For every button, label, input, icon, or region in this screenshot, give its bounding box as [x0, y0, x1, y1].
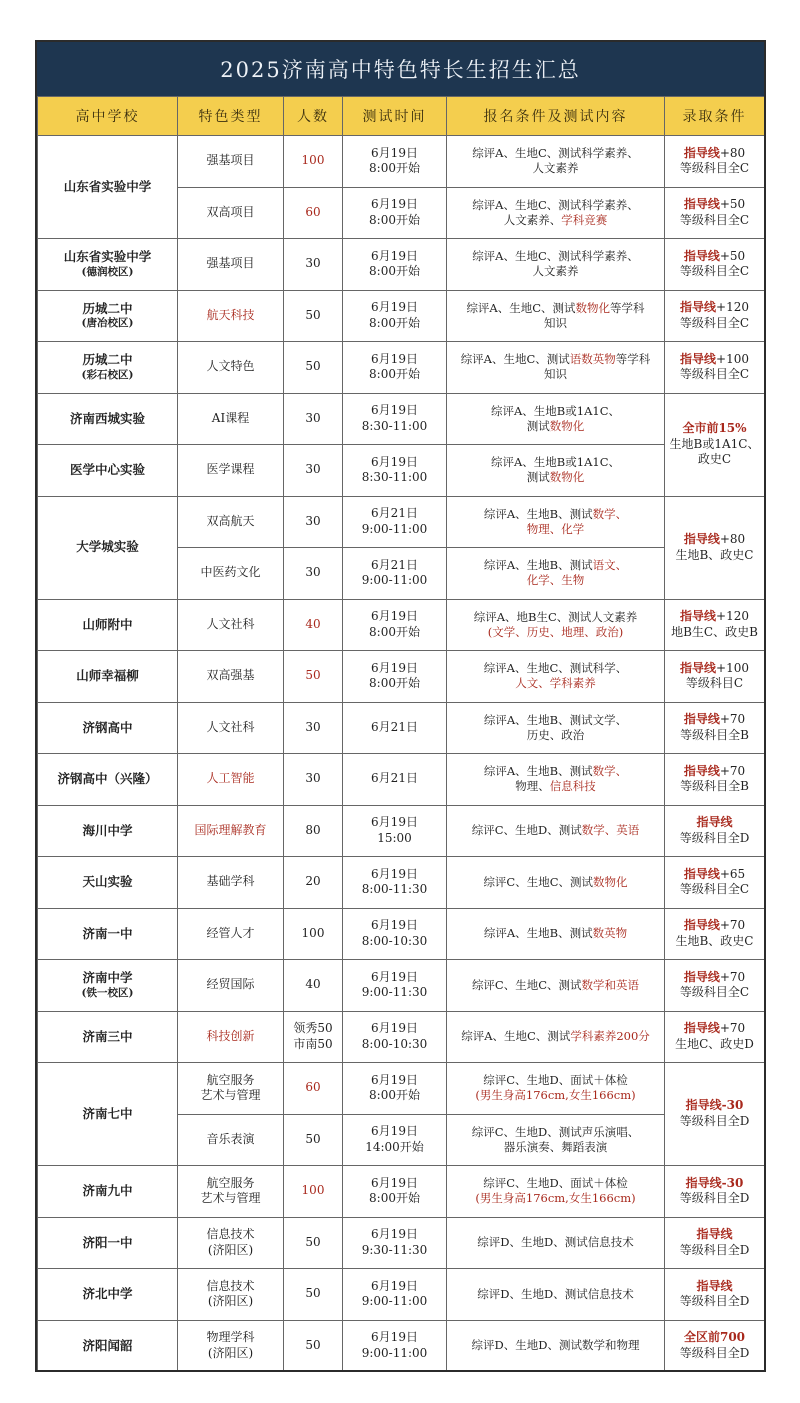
school-name: 济阳闻韶 — [82, 1337, 133, 1353]
enrollment-count: 50 — [284, 342, 343, 394]
col-header-type: 特色类型 — [178, 97, 284, 136]
test-time: 6月19日 8:00-10:30 — [343, 1011, 447, 1063]
enrollment-count: 50 — [284, 290, 343, 342]
grade-requirement: 等级科目全C — [679, 315, 750, 330]
guideline-label: 指导线 — [680, 609, 717, 624]
enrollment-count: 30 — [284, 496, 343, 548]
school-name-cell — [38, 1011, 178, 1063]
grade-requirement: 等级科目全C — [679, 161, 750, 176]
guideline-bonus: +50 — [719, 248, 746, 263]
enrollment-count: 50 — [284, 1114, 343, 1166]
requirements: 综评A、生地C、测试学科素养200分 — [447, 1011, 665, 1063]
table-row — [38, 1011, 765, 1063]
guideline-bonus: +70 — [719, 1021, 746, 1036]
requirements: 综评A、生地B、测试数学、 物理、信息科技 — [447, 754, 665, 806]
guideline-bonus: +80 — [719, 145, 746, 160]
requirements: 综评A、生地C、测试科学、 人文、学科素养 — [447, 651, 665, 703]
table-row — [38, 239, 765, 291]
guideline-label: 指导线 — [696, 1227, 733, 1242]
grade-requirement: 生地B或1A1C、 政史C — [669, 436, 760, 467]
school-name-cell — [38, 754, 178, 806]
test-time: 6月19日 8:00开始 — [343, 187, 447, 239]
program-type: 人工智能 — [178, 754, 284, 806]
requirements: 综评C、生地D、面试＋体检 (男生身高176cm,女生166cm) — [447, 1166, 665, 1218]
requirements: 综评A、地B生C、测试人文素养 (文学、历史、地理、政治) — [447, 599, 665, 651]
enrollment-count: 30 — [284, 393, 343, 445]
school-name-cell — [38, 857, 178, 909]
guideline-label: 指导线 — [683, 145, 720, 160]
school-name: 历城二中 — [82, 300, 133, 316]
table-row — [38, 445, 765, 497]
admission-criteria — [665, 239, 765, 291]
requirements: 综评A、生地B、测试语文、 化学、生物 — [447, 548, 665, 600]
school-name-cell — [38, 1269, 178, 1321]
requirements: 综评A、生地C、测试科学素养、 人文素养 — [447, 136, 665, 188]
test-time: 6月19日 8:00开始 — [343, 1166, 447, 1218]
requirements: 综评A、生地C、测试科学素养、 人文素养、学科竞赛 — [447, 187, 665, 239]
enrollment-count: 领秀50 市南50 — [284, 1011, 343, 1063]
grade-requirement: 等级科目C — [685, 676, 744, 691]
admission-criteria — [665, 342, 765, 394]
enrollment-count: 20 — [284, 857, 343, 909]
guideline-label: 指导线 — [680, 660, 717, 675]
test-time: 6月19日 8:00开始 — [343, 342, 447, 394]
summary-sheet — [35, 40, 766, 1372]
program-type: 双高项目 — [178, 187, 284, 239]
grade-requirement: 等级科目全D — [679, 1345, 750, 1360]
program-type: 航空服务 艺术与管理 — [178, 1166, 284, 1218]
school-name-cell — [38, 1063, 178, 1166]
school-name: 济南西城实验 — [69, 410, 145, 426]
guideline-bonus: +100 — [716, 660, 749, 675]
guideline-label: 指导线 — [683, 969, 720, 984]
admission-criteria — [665, 960, 765, 1012]
school-name: 历城二中 — [82, 352, 133, 368]
enrollment-count: 40 — [284, 960, 343, 1012]
school-name-cell — [38, 136, 178, 239]
col-header-time: 测试时间 — [343, 97, 447, 136]
requirements: 综评A、生地B、测试文学、 历史、政治 — [447, 702, 665, 754]
program-type: 双高强基 — [178, 651, 284, 703]
school-name: 济南中学 — [82, 970, 133, 986]
test-time: 6月19日 8:30-11:00 — [343, 393, 447, 445]
enrollment-count: 100 — [284, 1166, 343, 1218]
grade-requirement: 等级科目全C — [679, 367, 750, 382]
table-row — [38, 290, 765, 342]
school-name-cell — [38, 496, 178, 599]
test-time: 6月19日 9:00-11:00 — [343, 1320, 447, 1372]
table-row — [38, 805, 765, 857]
school-name-cell — [38, 651, 178, 703]
requirements: 综评A、生地B或1A1C、 测试数物化 — [447, 445, 665, 497]
table-row — [38, 908, 765, 960]
guideline-label: 指导线 — [696, 815, 733, 830]
grade-requirement: 生地B、政史C — [675, 547, 754, 562]
col-header-admission: 录取条件 — [665, 97, 765, 136]
grade-requirement: 等级科目全D — [679, 830, 750, 845]
requirements: 综评A、生地B、测试数学、 物理、化学 — [447, 496, 665, 548]
requirements: 综评C、生地D、测试声乐演唱、 器乐演奏、舞蹈表演 — [447, 1114, 665, 1166]
program-type: 航空服务 艺术与管理 — [178, 1063, 284, 1115]
admission-criteria — [665, 1217, 765, 1269]
enrollment-count: 30 — [284, 239, 343, 291]
school-name: 济钢高中（兴隆） — [57, 771, 158, 787]
requirements: 综评D、生地D、测试信息技术 — [447, 1217, 665, 1269]
program-type: 信息技术 (济阳区) — [178, 1217, 284, 1269]
school-name: 大学城实验 — [76, 539, 139, 555]
grade-requirement: 等级科目全D — [679, 1191, 750, 1206]
grade-requirement: 等级科目全B — [680, 727, 749, 742]
requirements: 综评C、生地D、面试＋体检 (男生身高176cm,女生166cm) — [447, 1063, 665, 1115]
requirements: 综评A、生地C、测试科学素养、 人文素养 — [447, 239, 665, 291]
admission-criteria — [665, 1011, 765, 1063]
test-time: 6月21日 — [343, 754, 447, 806]
admission-criteria — [665, 136, 765, 188]
school-name-cell — [38, 445, 178, 497]
grade-requirement: 生地B、政史C — [675, 933, 754, 948]
enrollment-count: 30 — [284, 702, 343, 754]
admission-criteria — [665, 496, 765, 599]
school-campus: (德润校区) — [81, 265, 134, 278]
test-time: 6月19日 9:00-11:00 — [343, 1269, 447, 1321]
guideline-label: 指导线 — [683, 248, 720, 263]
grade-requirement: 等级科目全C — [679, 985, 750, 1000]
admission-criteria — [665, 599, 765, 651]
col-header-count: 人数 — [284, 97, 343, 136]
school-name-cell — [38, 239, 178, 291]
school-name: 济南三中 — [82, 1028, 133, 1044]
grade-requirement: 地B生C、政史B — [671, 624, 758, 639]
school-name: 济北中学 — [82, 1286, 133, 1302]
test-time: 6月21日 — [343, 702, 447, 754]
school-name-cell — [38, 1166, 178, 1218]
admission-table — [37, 96, 765, 1372]
program-type: AI课程 — [178, 393, 284, 445]
guideline-bonus: +70 — [719, 969, 746, 984]
table-row — [38, 651, 765, 703]
program-type: 物理学科 (济阳区) — [178, 1320, 284, 1372]
guideline-bonus: +50 — [719, 197, 746, 212]
table-row — [38, 496, 765, 548]
admission-criteria — [665, 908, 765, 960]
enrollment-count: 50 — [284, 651, 343, 703]
guideline-label: 指导线 — [680, 351, 717, 366]
enrollment-count: 40 — [284, 599, 343, 651]
school-name: 济南七中 — [82, 1105, 133, 1121]
school-name-cell — [38, 908, 178, 960]
guideline-label: 指导线 — [680, 300, 717, 315]
admission-criteria — [665, 1269, 765, 1321]
guideline-bonus: +65 — [719, 866, 746, 881]
guideline-label: 指导线 — [683, 763, 720, 778]
admission-criteria — [665, 1166, 765, 1218]
table-row — [38, 1166, 765, 1218]
grade-requirement: 等级科目全C — [679, 882, 750, 897]
program-type: 人文社科 — [178, 702, 284, 754]
grade-requirement: 等级科目全D — [679, 1294, 750, 1309]
test-time: 6月21日 9:00-11:00 — [343, 548, 447, 600]
school-name: 济南一中 — [82, 925, 133, 941]
school-name: 山师附中 — [82, 616, 133, 632]
school-name-cell — [38, 599, 178, 651]
guideline-label: 指导线 — [696, 1278, 733, 1293]
admission-criteria — [665, 1063, 765, 1166]
test-time: 6月19日 8:00开始 — [343, 239, 447, 291]
guideline-bonus: +120 — [716, 300, 749, 315]
guideline-bonus: +120 — [716, 609, 749, 624]
school-campus: (唐冶校区) — [81, 317, 134, 330]
school-name-cell — [38, 393, 178, 445]
school-name: 济南九中 — [82, 1183, 133, 1199]
grade-requirement: 生地C、政史D — [675, 1036, 754, 1051]
test-time: 6月19日 8:00开始 — [343, 290, 447, 342]
program-type: 经管人才 — [178, 908, 284, 960]
program-type: 经贸国际 — [178, 960, 284, 1012]
school-name-cell — [38, 1320, 178, 1372]
admission-criteria — [665, 651, 765, 703]
school-name-cell — [38, 290, 178, 342]
enrollment-count: 60 — [284, 1063, 343, 1115]
program-type: 基础学科 — [178, 857, 284, 909]
requirements: 综评A、生地B、测试数英物 — [447, 908, 665, 960]
admission-criteria — [665, 290, 765, 342]
test-time: 6月19日 8:30-11:00 — [343, 445, 447, 497]
table-row — [38, 960, 765, 1012]
school-name: 济钢高中 — [82, 719, 133, 735]
enrollment-count: 30 — [284, 548, 343, 600]
test-time: 6月21日 9:00-11:00 — [343, 496, 447, 548]
guideline-label: 指导线 — [683, 1021, 720, 1036]
school-name-cell — [38, 1217, 178, 1269]
guideline-label: 指导线-30 — [685, 1175, 744, 1190]
guideline-label: 指导线 — [683, 712, 720, 727]
school-name: 天山实验 — [82, 874, 133, 890]
test-time: 6月19日 15:00 — [343, 805, 447, 857]
school-campus: (铁一校区) — [81, 986, 134, 999]
page-title: 2025济南高中特色特长生招生汇总 — [37, 42, 764, 96]
guideline-bonus: +80 — [719, 531, 746, 546]
requirements: 综评C、生地C、测试数学和英语 — [447, 960, 665, 1012]
enrollment-count: 100 — [284, 908, 343, 960]
admission-criteria — [665, 1320, 765, 1372]
guideline-bonus: +70 — [719, 712, 746, 727]
guideline-label: 指导线 — [683, 918, 720, 933]
guideline-label: 全市前15% — [682, 421, 747, 436]
enrollment-count: 50 — [284, 1217, 343, 1269]
school-name-cell — [38, 805, 178, 857]
school-name: 医学中心实验 — [69, 462, 145, 478]
test-time: 6月19日 8:00开始 — [343, 599, 447, 651]
requirements: 综评C、生地C、测试数物化 — [447, 857, 665, 909]
table-row — [38, 342, 765, 394]
guideline-bonus: +100 — [716, 351, 749, 366]
school-name: 济阳一中 — [82, 1234, 133, 1250]
school-name-cell — [38, 960, 178, 1012]
test-time: 6月19日 14:00开始 — [343, 1114, 447, 1166]
school-name: 山东省实验中学 — [63, 249, 152, 265]
enrollment-count: 50 — [284, 1269, 343, 1321]
guideline-label: 全区前700 — [683, 1330, 746, 1345]
col-header-requirements: 报名条件及测试内容 — [447, 97, 665, 136]
table-row — [38, 599, 765, 651]
guideline-bonus: +70 — [719, 918, 746, 933]
guideline-label: 指导线 — [683, 197, 720, 212]
school-name-cell — [38, 702, 178, 754]
grade-requirement: 等级科目全D — [679, 1242, 750, 1257]
table-row — [38, 1063, 765, 1115]
school-name-cell — [38, 342, 178, 394]
enrollment-count: 30 — [284, 445, 343, 497]
program-type: 国际理解教育 — [178, 805, 284, 857]
admission-criteria — [665, 805, 765, 857]
guideline-label: 指导线 — [683, 866, 720, 881]
program-type: 科技创新 — [178, 1011, 284, 1063]
enrollment-count: 100 — [284, 136, 343, 188]
school-name: 海川中学 — [82, 822, 133, 838]
requirements: 综评A、生地C、测试数物化等学科 知识 — [447, 290, 665, 342]
school-campus: (彩石校区) — [81, 368, 134, 381]
test-time: 6月19日 9:00-11:30 — [343, 960, 447, 1012]
admission-criteria — [665, 393, 765, 496]
table-row — [38, 1217, 765, 1269]
test-time: 6月19日 8:00开始 — [343, 1063, 447, 1115]
grade-requirement: 等级科目全C — [679, 212, 750, 227]
requirements: 综评D、生地D、测试数学和物理 — [447, 1320, 665, 1372]
table-row — [38, 136, 765, 188]
school-name: 山东省实验中学 — [63, 178, 152, 194]
guideline-bonus: +70 — [719, 763, 746, 778]
admission-criteria — [665, 187, 765, 239]
enrollment-count: 30 — [284, 754, 343, 806]
school-name: 山师幸福柳 — [76, 668, 139, 684]
requirements: 综评C、生地D、测试数学、英语 — [447, 805, 665, 857]
program-type: 人文社科 — [178, 599, 284, 651]
program-type: 信息技术 (济阳区) — [178, 1269, 284, 1321]
guideline-label: 指导线 — [683, 531, 720, 546]
table-row — [38, 857, 765, 909]
program-type: 中医药文化 — [178, 548, 284, 600]
requirements: 综评D、生地D、测试信息技术 — [447, 1269, 665, 1321]
table-body — [38, 136, 765, 1372]
grade-requirement: 等级科目全C — [679, 264, 750, 279]
guideline-label: 指导线-30 — [685, 1098, 744, 1113]
table-row — [38, 1269, 765, 1321]
program-type: 医学课程 — [178, 445, 284, 497]
admission-criteria — [665, 702, 765, 754]
program-type: 音乐表演 — [178, 1114, 284, 1166]
program-type: 强基项目 — [178, 239, 284, 291]
program-type: 航天科技 — [178, 290, 284, 342]
grade-requirement: 等级科目全B — [680, 779, 749, 794]
test-time: 6月19日 8:00-11:30 — [343, 857, 447, 909]
table-row — [38, 393, 765, 445]
table-row — [38, 754, 765, 806]
requirements: 综评A、生地C、测试语数英物等学科 知识 — [447, 342, 665, 394]
admission-criteria — [665, 754, 765, 806]
test-time: 6月19日 8:00开始 — [343, 136, 447, 188]
test-time: 6月19日 8:00开始 — [343, 651, 447, 703]
table-row — [38, 1320, 765, 1372]
grade-requirement: 等级科目全D — [679, 1114, 750, 1128]
col-header-school: 高中学校 — [38, 97, 178, 136]
program-type: 双高航天 — [178, 496, 284, 548]
program-type: 人文特色 — [178, 342, 284, 394]
test-time: 6月19日 9:30-11:30 — [343, 1217, 447, 1269]
enrollment-count: 80 — [284, 805, 343, 857]
table-row — [38, 702, 765, 754]
test-time: 6月19日 8:00-10:30 — [343, 908, 447, 960]
enrollment-count: 50 — [284, 1320, 343, 1372]
enrollment-count: 60 — [284, 187, 343, 239]
admission-criteria — [665, 857, 765, 909]
table-header-row — [38, 97, 765, 136]
program-type: 强基项目 — [178, 136, 284, 188]
requirements: 综评A、生地B或1A1C、 测试数物化 — [447, 393, 665, 445]
